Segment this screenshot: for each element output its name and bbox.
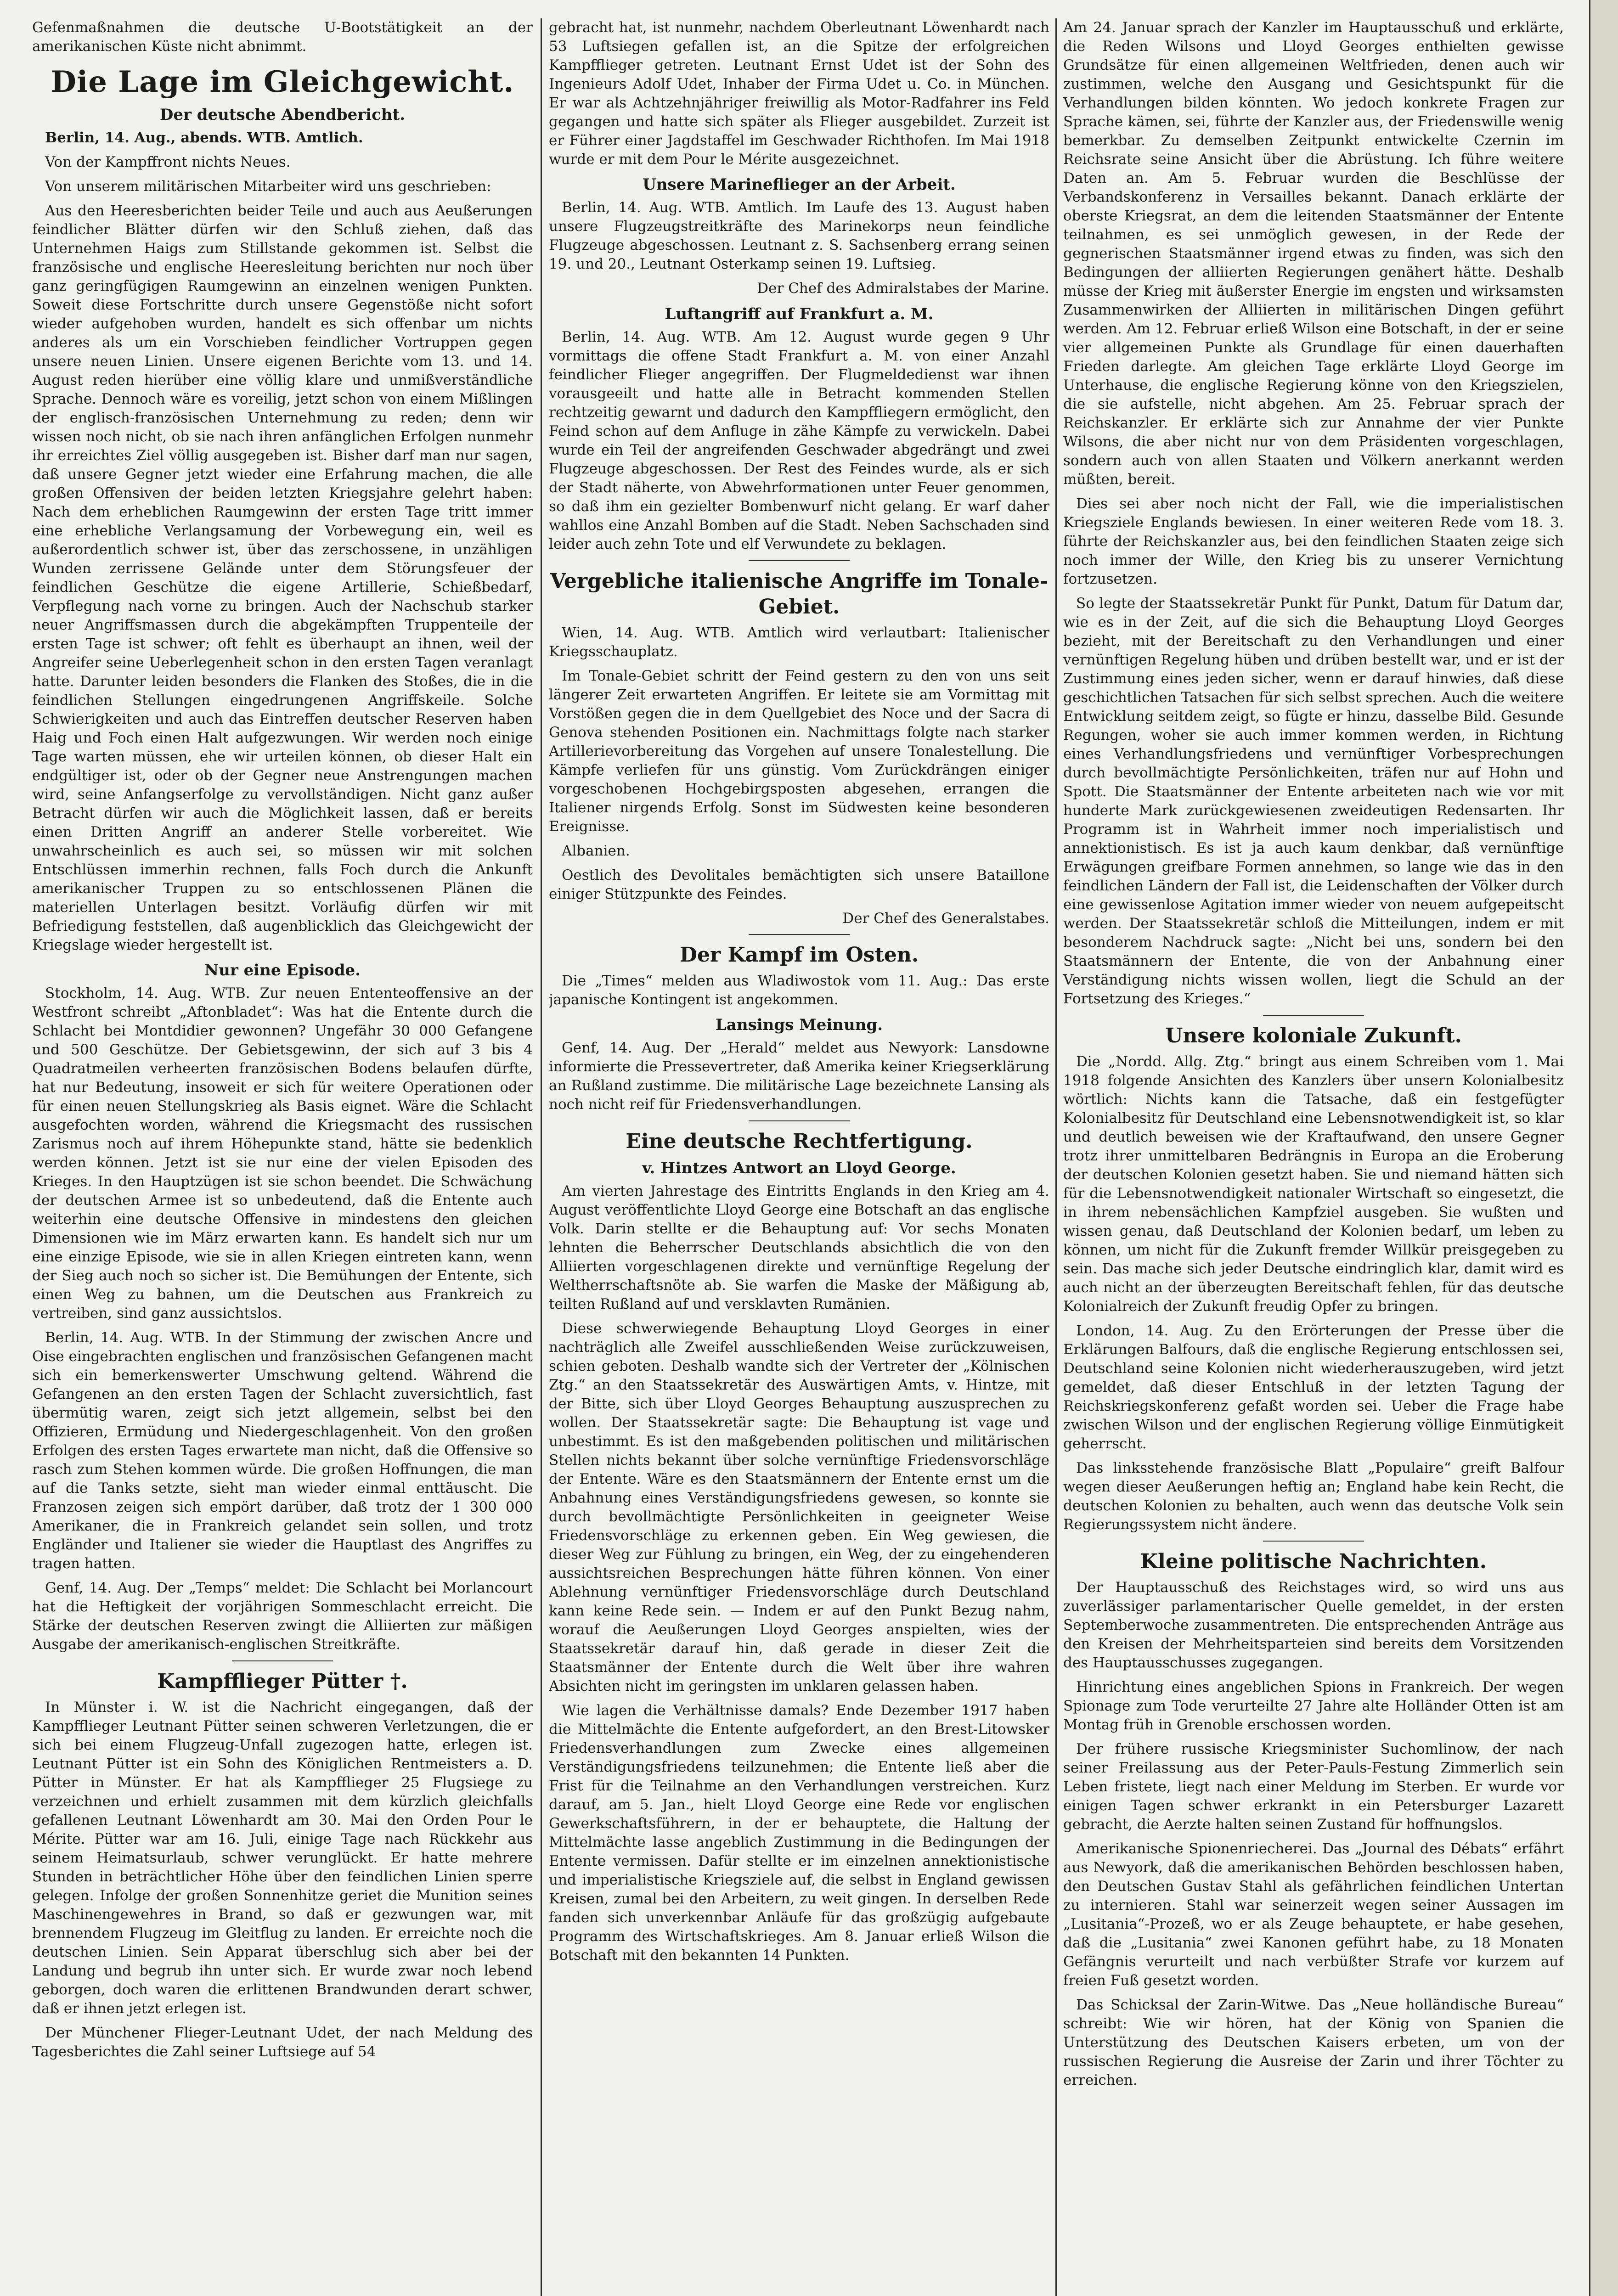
headline-marineflieger: Unsere Marineflieger an der Arbeit. (643, 175, 956, 194)
article-paragraph: Das linksstehende französische Blatt „Populaire“ greift Balfour wegen dieser Aeußerungen heftig an; England habe kein Recht, die deutschen Kolonien zu behalten, auch wenn das deutsche Volk sein Regierungssystem nicht ändere. (1063, 1460, 1564, 1533)
section-divider (1263, 1541, 1364, 1542)
section-divider (749, 560, 850, 561)
headline-osten: Der Kampf im Osten. (679, 943, 919, 967)
adjacent-page-edge (1589, 0, 1618, 2296)
article-paragraph: gebracht hat, ist nunmehr, nachdem Oberleutnant Löwenhardt nach 53 Luftsiegen gefallen ist, an die Spitze der erfolgreichen Kampfflieger getreten. Leutnant Ernst Udet ist der Sohn des Ingenieurs Adolf Udet, Inhaber der Firma Udet u. Co. in München. Er war als Achtzehnjähriger freiwillig als Motor-Radfahrer ins Feld gegangen und hatte sich später als Flieger ausgebildet. Zurzeit ist er Führer einer Jagdstaffel im Geschwader Richthofen. Im Mai 1918 wurde er mit dem Pour le Mérite ausgezeichnet. (549, 19, 1049, 168)
article-paragraph: Berlin, 14. Aug. WTB. Am 12. August wurde gegen 9 Uhr vormittags die offene Stadt Frankfurt a. M. von einer Anzahl feindlicher Flieger angegriffen. Der Flugmeldedienst war ihnen vorausgeeilt und hatte alle in Betracht kommenden Stellen rechtzeitig gewarnt und dadurch den Kampffliegern ermöglicht, den Feind schon auf dem Anfluge in zähe Kämpfe zu verwickeln. Dabei wurde ein Teil der angreifenden Geschwader abgedrängt und zwei Flugzeuge abgeschossen. Der Rest des Feindes wurde, als er sich der Stadt näherte, von Abwehrformationen unter Feuer genommen, so daß ihm ein gezielter Bombenwurf nicht gelang. Er warf daher wahllos eine Anzahl Bomben auf die Stadt. Neben Sachschaden sind leider auch zehn Tote und elf Verwundete zu beklagen. (549, 329, 1049, 552)
headline-frankfurt: Luftangriff auf Frankfurt a. M. (665, 305, 934, 323)
article-paragraph: Im Tonale-Gebiet schritt der Feind gestern zu den von uns seit längerer Zeit erwarteten Angriffen. Er leitete sie am Vormittag mit Vorstößen gegen die in dem Quellgebiet des Noce und der Sacra di Genova stehenden Positionen ein. Nachmittags folgte nach starker Artillerievorbereitung das Vorgehen auf unsere Tonalestellung. Die Kämpfe verliefen für uns günstig. Vom Zurückdrängen einiger vorgeschobenen Hochgebirgsposten abgesehen, errangen die Italiener nirgends Erfolg. Sonst im Südwesten keine besonderen Ereignisse. (549, 668, 1049, 835)
article-paragraph: Die „Times“ melden aus Wladiwostok vom 11. Aug.: Das erste japanische Kontingent ist angekommen. (549, 973, 1049, 1008)
article-paragraph: Genf, 14. Aug. Der „Temps“ meldet: Die Schlacht bei Morlancourt hat die Heftigkeit der vorjährigen Sommeschlacht erreicht. Die Stärke der deutschen Reserven zwingt die Alliierten zur mäßigen Ausgabe der amerikanisch-englischen Streitkräfte. (32, 1580, 533, 1653)
dateline-berlin: Berlin, 14. Aug., abends. WTB. Amtlich. (45, 129, 363, 146)
section-divider (749, 1120, 850, 1121)
article-paragraph: Diese schwerwiegende Behauptung Lloyd Georges in einer nachträglich alle Zweifel ausschließenden Weise zurückzuweisen, schien geboten. Deshalb wandte sich der Vertreter der „Kölnischen Ztg.“ an den Staatssekretär des Auswärtigen Amts, v. Hintze, mit der Bitte, sich über Lloyd Georges Behauptung auszusprechen zu wollen. Der Staatssekretär sagte: Die Behauptung ist vage und unbestimmt. Es ist den maßgebenden politischen und militärischen Stellen nichts bekannt über solche vernünftige Friedensvorschläge der Entente. Wäre es den Staatsmännern der Entente ernst um die Anbahnung eines Verständigungsfriedens gewesen, so konnte sie durch bevollmächtigte Persönlichkeiten in geeigneter Weise Friedensvorschläge zu erkennen geben. Ein Weg gewiesen, die dieser Weg zur Fühlung zu bringen, ein Weg, der zu eingehenderen aussichtsreichen Besprechungen hätte führen können. Von einer Ablehnung vernünftiger Friedensvorschläge durch Deutschland kann keine Rede sein. — Indem er auf den Punkt Bezug nahm, worauf die Aeußerungen Lloyd Georges anspielten, wies der Staatssekretär darauf hin, daß gerade in dieser Zeit die Staatsmänner der Entente durch die Welt über ihre wahren Absichten nicht im geringsten im unklaren gelassen haben. (549, 1320, 1049, 1694)
article-paragraph: Genf, 14. Aug. Der „Herald“ meldet aus Newyork: Lansdowne informierte die Pressevertreter, daß Amerika keiner Kriegserklärung an Rußland zustimme. Die militärische Lage bezeichnete Lansing als noch nicht reif für Friedensverhandlungen. (549, 1040, 1049, 1113)
article-paragraph: Wie lagen die Verhältnisse damals? Ende Dezember 1917 haben die Mittelmächte die Entente aufgefordert, an den Brest-Litowsker Friedensverhandlungen zum Zwecke eines allgemeinen Verständigungsfriedens teilzunehmen; die Entente ließ aber die Frist für die Teilnahme an den Verhandlungen verstreichen. Kurz darauf, am 5. Jan., hielt Lloyd George eine Rede vor englischen Gewerkschaftsführern, in der er behauptete, die Haltung der Mittelmächte lasse angeblich Zustimmung in die Bedingungen der Entente vermissen. Dafür stellte er im einzelnen annektionistische und imperialistische Kriegsziele auf, die selbst in England gewissen Kreisen, zumal bei den Arbeitern, zu weit gingen. In derselben Rede fanden sich unverkennbar Anläufe für das großzügig aufgebaute Programm des Wirtschaftskrieges. Am 8. Januar erließ Wilson die Botschaft mit den bekannten 14 Punkten. (549, 1702, 1049, 1964)
article-paragraph: Amerikanische Spionenriecherei. Das „Journal des Débats“ erfährt aus Newyork, daß die amerikanischen Behörden beschlossen haben, den Deutschen Gustav Stahl als gefährlichen feindlichen Untertan zu internieren. Stahl war seinerzeit wegen seiner Aussagen im „Lusitania“-Prozeß, wo er als Zeuge behauptete, er habe gesehen, daß die „Lusitania“ zwei Kanonen geführt habe, zu 18 Monaten Gefängnis verurteilt und nach verbüßter Strafe vor kurzem auf freien Fuß gesetzt worden. (1063, 1840, 1564, 1989)
headline-lansing: Lansings Meinung. (715, 1016, 883, 1034)
article-paragraph: Das Schicksal der Zarin-Witwe. Das „Neue holländische Bureau“ schreibt: Wie wir hören, hat der König von Spanien die Unterstützung des Deutschen Kaisers erbeten, um von der russischen Regierung die Ausreise der Zarin und ihrer Töchter zu erreichen. (1063, 1997, 1564, 2088)
article-paragraph: Berlin, 14. Aug. WTB. In der Stimmung der zwischen Ancre und Oise eingebrachten englischen und französischen Gefangenen macht sich ein bemerkenswerter Umschwung geltend. Während die Gefangenen an den ersten Tagen der Schlacht zuversichtlich, fast übermütig waren, zeigt sich jetzt allgemein, selbst bei den Offizieren, Ermüdung und Niedergeschlagenheit. Von den großen Erfolgen des ersten Tages erwartete man nicht, daß die Offensive so rasch zum Stehen kommen würde. Die großen Hoffnungen, die man auf die Tanks setzte, sieht man wieder einmal enttäuscht. Die Franzosen zeigen sich empört darüber, daß trotz der 1 300 000 Amerikaner, die in Frankreich gelandet sein sollen, und trotz Engländer und Italiener sie wieder die Hauptlast des Angriffes zu tragen hatten. (32, 1329, 533, 1572)
article-paragraph: Der Hauptausschuß des Reichstages wird, so wird uns aus zuverlässiger parlamentarischer Quelle gemeldet, in der ersten Septemberwoche zusammentreten. Die entsprechenden Anträge aus den Kreisen der Mehrheitsparteien sind bereits dem Vorsitzenden des Hauptausschusses zugegangen. (1063, 1579, 1564, 1671)
section-divider (1263, 1015, 1364, 1016)
signature-generalstab: Der Chef des Generalstabes. (842, 910, 1049, 927)
article-paragraph: Berlin, 14. Aug. WTB. Amtlich. Im Laufe des 13. August haben unsere Flugzeugstreitkräfte des Marinekorps neun feindliche Flugzeuge abgeschossen. Leutnant z. S. Sachsenberg errang seinen 19. und 20., Leutnant Osterkamp seinen 19. Luftsieg. (549, 199, 1049, 272)
article-paragraph: Dies sei aber noch nicht der Fall, wie die imperialistischen Kriegsziele Englands bewiesen. In einer weiteren Rede vom 18. 3. führte der Reichskanzler aus, bei den feindlichen Staaten zeige sich noch immer der Wille, den Krieg bis zu unserer Vernichtung fortzusetzen. (1063, 495, 1564, 587)
column-3 (1063, 18, 1564, 2296)
column-2 (549, 18, 1049, 2296)
article-paragraph: Albanien. (562, 843, 630, 859)
article-paragraph: Von der Kampffront nichts Neues. (45, 154, 291, 170)
article-paragraph: Wien, 14. Aug. WTB. Amtlich wird verlautbart: Italienischer Kriegsschauplatz. (549, 625, 1049, 660)
article-paragraph: Die „Nordd. Allg. Ztg.“ bringt aus einem Schreiben vom 1. Mai 1918 folgende Ansichten des Kanzlers über unsern Kolonialbesitz wörtlich: Nichts kann die Tatsache, daß ein festgefügter Kolonialbesitz für Deutschland eine Lebensnotwendigkeit ist, so klar und deutlich beweisen wie der Kraftaufwand, den unsere Gegner trotz ihrer unmittelbaren Bedrängnis in Europa an die Eroberung der deutschen Kolonien gesetzt haben. Sie und niemand hätten sich für die Lebensnotwendigkeit nationaler Wirtschaft so eingesetzt, die in ihrem nebensächlichen Kampfziel ausgeben. Sie wußten und wissen genau, daß Deutschland der Kolonien bedarf, um leben zu können, um nicht für die Zukunft fremder Willkür preisgegeben zu sein. Das mache sich jeder Deutsche eindringlich klar, damit wird es auch nicht an der überzeugten Bereitschaft fehlen, für das deutsche Kolonialreich der Zukunft freudig Opfer zu bringen. (1063, 1053, 1564, 1315)
section-divider (232, 1660, 333, 1661)
section-divider (749, 934, 850, 935)
subheadline-abendbericht: Der deutsche Abendbericht. (159, 106, 406, 124)
article-paragraph: Hinrichtung eines angeblichen Spions in Frankreich. Der wegen Spionage zum Tode verurteilte 27 Jahre alte Holländer Otten ist am Montag früh in Grenoble erschossen worden. (1063, 1679, 1564, 1733)
headline-gleichgewicht: Die Lage im Gleichgewicht. (51, 65, 514, 99)
column-rule (1055, 18, 1057, 2296)
article-paragraph: Von unserem militärischen Mitarbeiter wird uns geschrieben: (45, 178, 491, 195)
column-1 (32, 18, 533, 2296)
article-paragraph: Am 24. Januar sprach der Kanzler im Hauptausschuß und erklärte, die Reden Wilsons und Lloyd Georges enthielten gewisse Grundsätze für einen allgemeinen Weltfrieden, denen auch wir zustimmen, welche den Ausgang und Gesichtspunkt für die Verhandlungen bilden könnten. Wo jedoch konkrete Fragen zur Sprache kämen, sei, führte der Kanzler aus, der Friedenswille wenig bemerkbar. Zu demselben Zeitpunkt entwickelte Czernin im Reichsrate seine Ansicht über die Abrüstung. Ich führe weitere Daten an. Am 5. Februar wurden die Beschlüsse der Verbandskonferenz in Versailles bekannt. Danach erklärte der oberste Kriegsrat, an dem die leitenden Staatsmänner der Entente teilnahmen, es sei unmöglich gewesen, in der Rede der gegnerischen Staatsmänner irgend etwas zu finden, was sich den Bedingungen der alliierten Regierungen genähert hätte. Deshalb müsse der Krieg mit äußerster Energie im engsten und wirksamsten Zusammenwirken der Alliierten in militärischen Dingen geführt werden. Am 12. Februar erließ Wilson eine Botschaft, in der er seine vier allgemeinen Punkte als Grundlage für einen dauerhaften Frieden darlegte. Am gleichen Tage erklärte Lloyd George im Unterhause, die englische Regierung könne von den Kriegszielen, die sie aufstelle, nicht abgehen. Am 25. Februar sprach der Reichskanzler. Er erklärte sich zur Annahme der vier Punkte Wilsons, die aber nicht nur von dem Präsidenten vorgeschlagen, sondern auch von allen Staaten und Völkern anerkannt werden müßten, bereit. (1063, 19, 1564, 488)
subheadline-hintze: v. Hintzes Antwort an Lloyd George. (642, 1159, 956, 1177)
headline-puetter: Kampfflieger Pütter †. (157, 1670, 408, 1693)
signature-admiralstab: Der Chef des Admiralstabes der Marine. (757, 280, 1049, 297)
article-paragraph: London, 14. Aug. Zu den Erörterungen der Presse über die Erklärungen Balfours, daß die englische Regierung entschlossen sei, Deutschland seine Kolonien nicht wiederherauszugeben, wird jetzt gemeldet, daß dieser Entschluß in der letzten Tagung der Reichskriegskonferenz gefaßt worden sei. Ueber die Frage habe zwischen Wilson und der englischen Regierung völlige Einmütigkeit geherrscht. (1063, 1322, 1564, 1452)
headline-episode: Nur eine Episode. (204, 961, 361, 979)
article-paragraph: Stockholm, 14. Aug. WTB. Zur neuen Ententeoffensive an der Westfront schreibt „Aftonbladet“: Was hat die Entente durch die Schlacht bei Montdidier gewonnen? Ungefähr 30 000 Gefangene und 500 Geschütze. Der Gebietsgewinn, der sich auf 3 bis 4 Quadratmeilen verheerten französischen Bodens belaufen dürfte, hat nur Bedeutung, insoweit er sich für weitere Operationen oder für einen neuen Stellungskrieg als Basis eignet. Wäre die Schlacht ausgefochten worden, während die Kriegsmacht des russischen Zarismus noch auf ihrem Höhepunkte stand, hätte sie bedenklich werden können. Jetzt ist sie nur eine der vielen Episoden des Krieges. In den Hauptzügen ist sie schon beendet. Die Schwächung der deutschen Armee ist so unbedeutend, daß die Entente auch weiterhin eine deutsche Offensive in mindestens den gleichen Dimensionen wie im März erwarten kann. Es handelt sich nur um eine einzige Episode, wie sie in allen Kriegen eintreten kann, wenn der Sieg auch noch so sicher ist. Die Bemühungen der Entente, sich einen Weg zu bahnen, um die Deutschen aus Frankreich zu vertreiben, sind ganz aussichtslos. (32, 985, 533, 1322)
headline-tonale: Vergebliche italienische Angriffe im Tonale-Gebiet. (550, 569, 1049, 619)
article-paragraph: Der Münchener Flieger-Leutnant Udet, der nach Meldung des Tagesberichtes die Zahl seiner Luftsiege auf 54 (32, 2025, 533, 2060)
article-paragraph: Am vierten Jahrestage des Eintritts Englands in den Krieg am 4. August veröffentlichte Lloyd George eine Botschaft an das englische Volk. Darin stellte er die Behauptung auf: Vor sechs Monaten lehnten die Beherrscher Deutschlands absichtlich die von den Alliierten vorgeschlagenen direkte und vernünftige Regelung der Weltherrschaftsnöte ab. Sie warfen die Maske der Mäßigung ab, teilten Rußland auf und versklavten Rumänien. (549, 1183, 1049, 1312)
headline-rechtfertigung: Eine deutsche Rechtfertigung. (626, 1130, 973, 1153)
article-paragraph: In Münster i. W. ist die Nachricht eingegangen, daß der Kampfflieger Leutnant Pütter seinen schweren Verletzungen, die er sich bei einem Flugzeug-Unfall zugezogen hatte, erlegen ist. Leutnant Pütter ist ein Sohn des Königlichen Rentmeisters a. D. Pütter in Münster. Er hat als Kampfflieger 25 Flugsiege zu verzeichnen und erhielt zusammen mit dem kürzlich gleichfalls gefallenen Leutnant Löwenhardt am 30. Mai den Orden Pour le Mérite. Pütter war am 16. Juli, einige Tage nach Rückkehr aus seinem Heimatsurlaub, schwer verunglückt. Er hatte mehrere Stunden in beträchtlicher Höhe über den feindlichen Linien sperre gelegen. Infolge der großen Sonnenhitze geriet die Munition seines Maschinengewehres in Brand, so daß er gezwungen war, mit brennendem Flugzeug im Gleitflug zu landen. Er erreichte noch die deutschen Linien. Sein Apparat überschlug sich aber bei der Landung und begrub ihn unter sich. Er wurde zwar noch lebend geborgen, doch waren die erlittenen Brandwunden derart schwer, daß er ihnen jetzt erlegen ist. (32, 1699, 533, 2017)
article-paragraph: Der frühere russische Kriegsminister Suchomlinow, der nach seiner Freilassung aus der Peter-Pauls-Festung Zimmerlich sein Leben fristete, liegt nach einer Meldung im Sterben. Er wurde vor einigen Tagen schwer erkrankt in ein Petersburger Lazarett gebracht, die Aerzte halten seinen Zustand für hoffnungslos. (1063, 1741, 1564, 1833)
article-paragraph: So legte der Staatssekretär Punkt für Punkt, Datum für Datum dar, wie es in der Zeit, auf die sich die Behauptung Lloyd Georges bezieht, mit der Bereitschaft zu den Verhandlungen und einer vernünftigen Regelung hüben und drüben bestellt war, und er ist der Zustimmung eines jeden sicher, wenn er darauf hinwies, daß diese geschichtlichen Tatsachen für sich selbst sprechen. Auch die weitere Entwicklung seitdem zeigt, so fügte er hinzu, dasselbe Bild. Gesunde Regungen, woher sie auch immer kommen werden, in Richtung eines Verhandlungsfriedens und vernünftiger Vorbesprechungen durch bevollmächtigte Persönlichkeiten, träfen nur auf Hohn und Spott. Die Staatsmänner der Entente arbeiteten nach wie vor mit hunderte Mark zurückgewiesenen zweideutigen Redensarten. Ihr Programm ist in Wahrheit immer noch imperialistisch und annektionistisch. Es ist ja auch kaum denkbar, daß vernünftige Erwägungen greifbare Formen annehmen, so lange wie das in den feindlichen Ländern der Fall ist, die Leidenschaften der Völker durch eine gewissenlose Agitation immer wieder von neuem aufgepeitscht werden. Der Staatssekretär schloß die Mitteilungen, indem er mit besonderem Nachdruck sagte: „Nicht bei uns, sondern bei den Staatsmännern der Entente, die von der Anbahnung einer Verständigung nichts wissen wollen, liegt die Schuld an der Fortsetzung des Krieges.“ (1063, 595, 1564, 1007)
intro-fragment: Gefenmaßnahmen die deutsche U-Bootstätigkeit an der amerikanischen Küste nicht abnimmt. (32, 19, 533, 55)
article-paragraph: Oestlich des Devolitales bemächtigten sich unsere Bataillone einiger Stützpunkte des Feindes. (549, 867, 1049, 902)
headline-kolonial: Unsere koloniale Zukunft. (1165, 1024, 1462, 1047)
column-rule (541, 18, 542, 2296)
article-paragraph: Aus den Heeresberichten beider Teile und auch aus Aeußerungen feindlicher Blätter dürfen wir den Schluß ziehen, daß das Unternehmen Haigs zum Stillstande gekommen ist. Selbst die französische und englische Heeresleitung berichten nur noch über ganz geringfügigen Raumgewinn an einzelnen wenigen Punkten. Soweit diese Fortschritte durch unsere Gegenstöße nicht sofort wieder aufgehoben wurden, handelt es sich offenbar um nichts anderes als um ein Vorschieben feindlicher Vortruppen gegen unsere neuen Linien. Unsere eigenen Berichte vom 13. und 14. August reden hierüber eine völlig klare und unmißverständliche Sprache. Dennoch wäre es voreilig, jetzt schon von einem Mißlingen der englisch-französischen Unternehmung zu reden; denn wir wissen noch nicht, ob sie nach ihren anfänglichen Erfolgen nunmehr ihr erreichtes Ziel völlig ausgegeben ist. Bisher darf man nur sagen, daß unsere Gegner jetzt wieder eine Erfahrung machen, die alle großen Offensiven der beiden letzten Kriegsjahre gelehrt haben: Nach dem erheblichen Raumgewinn der ersten Tage tritt immer eine erhebliche Verlangsamung der Vorbewegung ein, weil es außerordentlich schwer ist, über das zerschossene, in unzähligen Wunden zerrissene Gelände unter dem Störungsfeuer der feindlichen Geschütze die eigene Artillerie, Schießbedarf, Verpflegung nach vorne zu bringen. Auch der Nachschub starker neuer Angriffsmassen durch die abgekämpften Truppenteile der ersten Tage ist schwer; oft fehlt es überhaupt an ihnen, weil der Angreifer seine Ueberlegenheit schon in den ersten Tagen veranlagt hatte. Darunter leiden besonders die Flanken des Stoßes, die in die feindlichen Stellungen eingedrungenen Angriffskeile. Solche Schwierigkeiten und auch das Eintreffen deutscher Reserven haben Haig und Foch einen Halt aufgezwungen. Wir werden noch einige Tage warten müssen, ehe wir urteilen können, ob dieser Halt ein endgültiger ist, oder ob der Gegner neue Anstrengungen machen wird, seine Anfangserfolge zu vervollständigen. Nicht ganz außer Betracht dürfen wir auch die Möglichkeit lassen, daß er bereits einen Dritten Angriff an anderer Stelle vorbereitet. Wie unwahrscheinlich es auch sei, so müssen wir mit solchen Entschlüssen immerhin rechnen, falls Foch durch die Ankunft amerikanischer Truppen zu so entschlossenen Plänen die materiellen Unterlagen besitzt. Vorläufig dürfen wir mit Befriedigung feststellen, daß augenblicklich das Gleichgewicht der Kriegslage wieder hergestellt ist. (32, 203, 533, 953)
headline-kleine-nachrichten: Kleine politische Nachrichten. (1140, 1550, 1487, 1573)
